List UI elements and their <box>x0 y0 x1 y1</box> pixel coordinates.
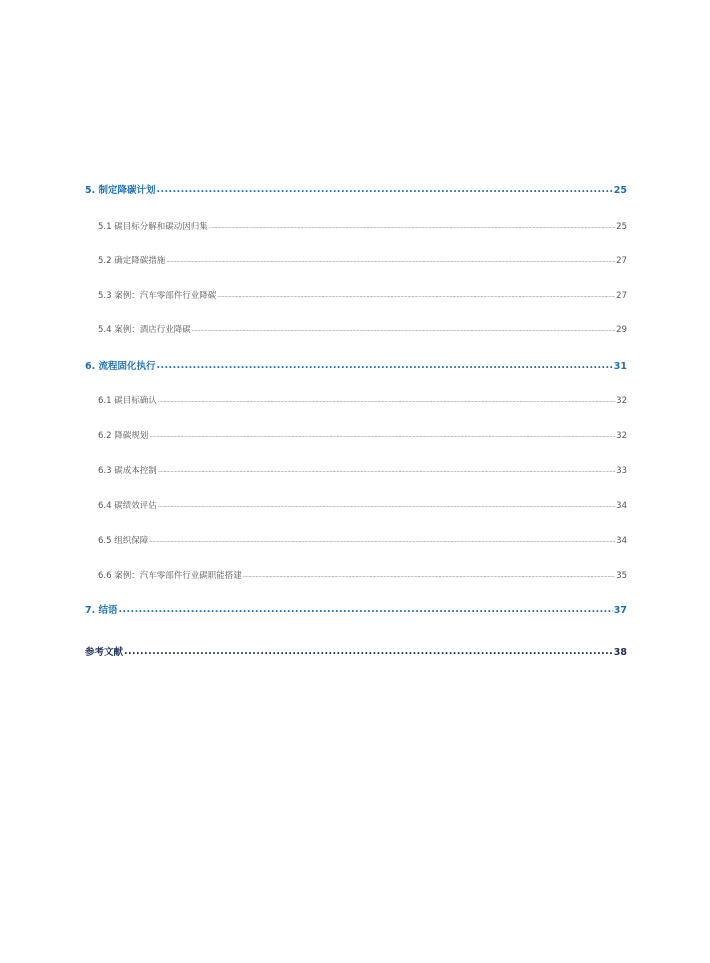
toc-section-5-1[interactable] <box>85 220 627 234</box>
dot-leader <box>158 394 615 408</box>
toc-section-6-6[interactable] <box>85 569 627 583</box>
dot-leader <box>217 289 615 303</box>
toc-section-6-4[interactable] <box>85 499 627 513</box>
toc-page-number: 32 <box>616 431 627 441</box>
toc-entry-label: 6.4 碳绩效评估 <box>98 501 157 511</box>
toc-section-5-2[interactable] <box>85 254 627 268</box>
dot-leader <box>243 569 615 583</box>
toc-page-number: 37 <box>613 605 627 616</box>
toc-entry-label: 6.6 案例：汽车零部件行业碳职能搭建 <box>98 571 242 581</box>
dot-leader <box>149 534 615 548</box>
toc-page-number: 35 <box>616 571 627 581</box>
toc-entry-label: 7. 结语 <box>85 605 118 616</box>
dot-leader <box>157 182 613 198</box>
toc-page-number: 25 <box>613 185 627 196</box>
toc-entry-label: 5.2 确定降碳措施 <box>98 256 166 266</box>
dot-leader <box>209 220 615 234</box>
toc-section-5-3[interactable] <box>85 289 627 303</box>
toc-section-6-1[interactable] <box>85 394 627 408</box>
dot-leader <box>149 429 615 443</box>
toc-references[interactable] <box>85 645 627 661</box>
toc-entry-label: 5.4 案例：酒店行业降碳 <box>98 325 191 335</box>
toc-page-number: 27 <box>616 291 627 301</box>
dot-leader <box>158 464 615 478</box>
toc-entry-label: 6.3 碳成本控制 <box>98 466 157 476</box>
toc-entry-label: 6.5 组织保障 <box>98 536 149 546</box>
toc-section-6-5[interactable] <box>85 534 627 548</box>
toc-page-number: 29 <box>616 325 627 335</box>
toc-page-number: 32 <box>616 396 627 406</box>
toc-section-6-3[interactable] <box>85 464 627 478</box>
toc-chapter-5[interactable] <box>85 183 627 199</box>
dot-leader <box>124 644 613 660</box>
dot-leader <box>192 323 615 337</box>
toc-chapter-7[interactable] <box>85 603 627 619</box>
toc-page-number: 31 <box>613 361 627 372</box>
toc-page-number: 34 <box>616 501 627 511</box>
toc-page-number: 27 <box>616 256 627 266</box>
dot-leader <box>119 602 613 618</box>
toc-section-5-4[interactable] <box>85 323 627 337</box>
toc-entry-label: 6. 流程固化执行 <box>85 361 156 372</box>
toc-entry-label: 5.3 案例：汽车零部件行业降碳 <box>98 291 217 301</box>
toc-entry-label: 5.1 碳目标分解和碳动因归集 <box>98 222 208 232</box>
toc-entry-label: 参考文献 <box>85 647 124 658</box>
dot-leader <box>158 499 615 513</box>
toc-section-6-2[interactable] <box>85 429 627 443</box>
toc-page-number: 25 <box>616 222 627 232</box>
toc-entry-label: 6.1 碳目标确认 <box>98 396 157 406</box>
toc-chapter-6[interactable] <box>85 359 627 375</box>
toc-page-number: 34 <box>616 536 627 546</box>
toc-page-number: 33 <box>616 466 627 476</box>
dot-leader <box>157 358 613 374</box>
toc-entry-label: 5. 制定降碳计划 <box>85 185 156 196</box>
dot-leader <box>166 254 615 268</box>
toc-page-number: 38 <box>613 647 627 658</box>
toc-entry-label: 6.2 降碳规划 <box>98 431 149 441</box>
